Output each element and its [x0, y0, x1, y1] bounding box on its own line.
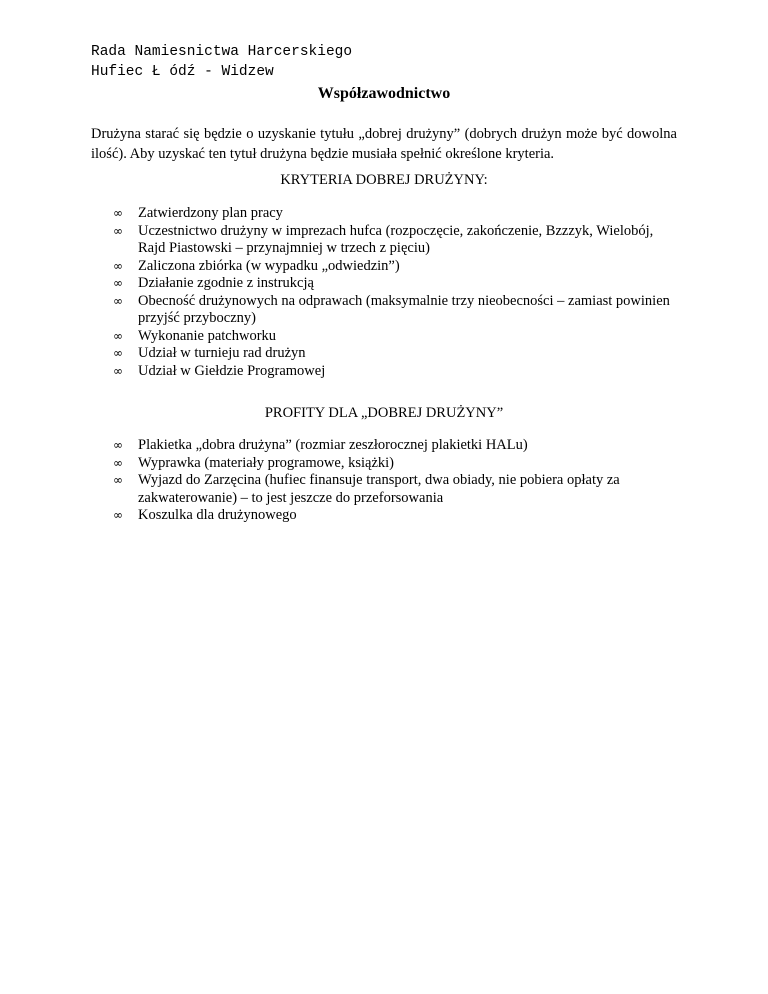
infinity-bullet-icon: ∞	[113, 346, 123, 360]
profits-heading: PROFITY DLA „DOBREJ DRUŻYNY”	[264, 405, 504, 421]
profits-item-text: Plakietka „dobra drużyna” (rozmiar zeszłorocznej plakietki HALu)	[138, 437, 528, 453]
criteria-item-text: Udział w Giełdzie Programowej	[138, 362, 326, 379]
criteria-item-text: Obecność drużynowych na odprawach (maksymalnie trzy nieobecności – zamiast powinien przyjść przyboczny)	[138, 292, 670, 326]
criteria-item	[113, 205, 683, 223]
criteria-item	[113, 223, 683, 258]
criteria-item	[113, 328, 683, 346]
profits-item-text: Koszulka dla drużynowego	[138, 507, 297, 523]
infinity-bullet-icon: ∞	[113, 293, 123, 308]
criteria-item-text: Działanie zgodnie z instrukcją	[138, 275, 314, 291]
infinity-bullet-icon: ∞	[113, 438, 123, 452]
criteria-item	[113, 275, 683, 293]
profits-item-text: Wyjazd do Zarzęcina (hufiec finansuje transport, dwa obiady, nie pobiera opłaty za zakwaterowanie) – to jest jeszcze do przeforsowania	[138, 472, 620, 506]
criteria-item-text: Uczestnictwo drużyny w imprezach hufca (rozpoczęcie, zakończenie, Bzzzyk, Wielobój, Rajd Piastowski – przynajmniej w trzech z pięciu)	[138, 222, 654, 256]
header-line-council: Rada Namiesnictwa Harcerskiego	[91, 44, 353, 60]
infinity-bullet-icon: ∞	[113, 223, 123, 238]
criteria-item-text: Wykonanie patchworku	[138, 327, 277, 344]
criteria-list	[113, 205, 683, 380]
criteria-item	[113, 293, 683, 328]
profits-item	[113, 472, 683, 507]
profits-item-text: Wyprawka (materiały programowe, książki)	[138, 454, 394, 471]
criteria-heading: KRYTERIA DOBREJ DRUŻYNY:	[280, 172, 488, 188]
criteria-item-text: Udział w turnieju rad drużyn	[138, 345, 306, 361]
profits-item	[113, 455, 683, 473]
profits-list	[113, 437, 683, 525]
infinity-bullet-icon: ∞	[113, 276, 123, 290]
criteria-item	[113, 258, 683, 276]
criteria-item-text: Zatwierdzony plan pracy	[138, 205, 283, 221]
infinity-bullet-icon: ∞	[113, 328, 123, 343]
infinity-bullet-icon: ∞	[113, 258, 123, 273]
header-line-district: Hufiec Ł ódź - Widzew	[91, 64, 274, 80]
criteria-item	[113, 345, 683, 363]
profits-item	[113, 507, 683, 525]
organization-header	[91, 42, 352, 82]
infinity-bullet-icon: ∞	[113, 473, 123, 487]
criteria-item	[113, 363, 683, 381]
infinity-bullet-icon: ∞	[113, 455, 123, 470]
infinity-bullet-icon: ∞	[113, 363, 123, 378]
document-title: Współzawodnictwo	[317, 85, 451, 102]
criteria-item-text: Zaliczona zbiórka (w wypadku „odwiedzin”)	[138, 257, 400, 274]
infinity-bullet-icon: ∞	[113, 206, 123, 220]
infinity-bullet-icon: ∞	[113, 508, 123, 522]
intro-paragraph: Drużyna starać się będzie o uzyskanie tytułu „dobrej drużyny” (dobrych drużyn może być dowolna ilość). Aby uzyskać ten tytuł drużyna będzie musiała spełnić określone kryteria.	[91, 126, 677, 162]
profits-item	[113, 437, 683, 455]
